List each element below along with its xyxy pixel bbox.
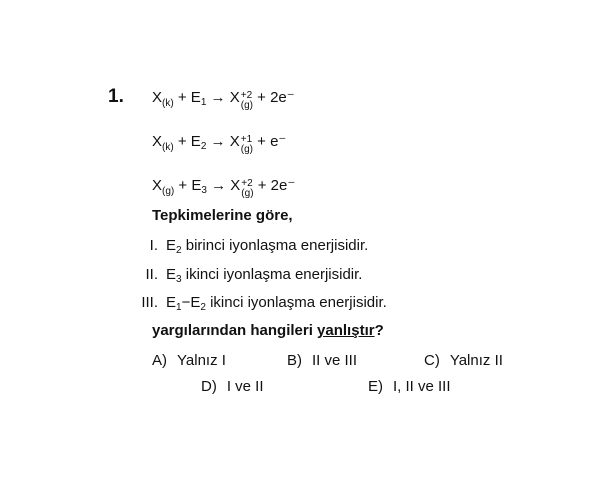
- plus-sign: +: [257, 177, 267, 194]
- statement-2: [132, 266, 362, 285]
- roman-numeral: III.: [141, 294, 158, 311]
- plus-sign: +: [177, 89, 187, 106]
- energy-index: 1: [176, 302, 182, 313]
- statement-text: ikinci iyonlaşma enerjisidir.: [181, 266, 363, 283]
- plus-sign: +: [178, 177, 188, 194]
- energy-index: 2: [200, 302, 206, 313]
- energy-index: 2: [200, 141, 207, 152]
- product: X: [229, 89, 240, 106]
- option-label: C): [424, 352, 440, 369]
- arrow: →: [210, 133, 226, 150]
- statement-3: [132, 294, 387, 313]
- energy-index: 1: [200, 97, 207, 108]
- charge: +2: [241, 178, 253, 189]
- reactant: X: [152, 177, 163, 194]
- plus-sign: +: [177, 133, 187, 150]
- product-state: (g): [240, 100, 253, 111]
- roman-numeral: II.: [145, 266, 158, 283]
- option-text: Yalnız II: [449, 352, 503, 369]
- option-text: I, II ve III: [393, 378, 451, 395]
- reactant-state: (k): [162, 98, 174, 109]
- question-stem: Tepkimelerine göre,: [152, 207, 293, 224]
- roman-numeral: I.: [149, 237, 158, 254]
- plus-sign: +: [257, 133, 266, 150]
- energy: E: [191, 177, 202, 194]
- plus-sign: +: [257, 89, 266, 106]
- energy-index: 3: [201, 185, 207, 196]
- equation-2: [152, 132, 286, 155]
- energy: E: [190, 89, 201, 106]
- question-prompt: [152, 322, 384, 339]
- charge: +2: [240, 90, 253, 101]
- energy: E: [166, 266, 177, 283]
- statement-text: ikinci iyonlaşma enerjisidir.: [205, 294, 387, 311]
- product-state: (g): [241, 188, 254, 199]
- equation-1: [152, 88, 295, 111]
- electrons: e⁻: [270, 133, 287, 150]
- option-e[interactable]: [368, 378, 451, 395]
- product: X: [229, 133, 240, 150]
- prompt-text: yargılarından hangileri: [152, 322, 318, 339]
- energy-minus: −E: [181, 294, 201, 311]
- reactant-state: (k): [162, 142, 174, 153]
- question-number: 1.: [108, 86, 124, 107]
- option-a[interactable]: [152, 352, 226, 369]
- prompt-mark: ?: [374, 322, 384, 339]
- reactant-state: (g): [162, 186, 175, 197]
- energy-index: 3: [176, 274, 182, 285]
- option-text: I ve II: [226, 378, 264, 395]
- option-text: II ve III: [312, 352, 358, 369]
- energy-index: 2: [176, 245, 182, 256]
- energy: E: [166, 294, 177, 311]
- option-b[interactable]: [287, 352, 357, 369]
- option-label: D): [201, 378, 217, 395]
- electrons: 2e⁻: [270, 177, 296, 194]
- statement-text: birinci iyonlaşma enerjisidir.: [181, 237, 369, 254]
- arrow: →: [210, 89, 226, 106]
- option-label: B): [287, 352, 302, 369]
- option-label: A): [152, 352, 167, 369]
- energy: E: [166, 237, 177, 254]
- option-text: Yalnız I: [177, 352, 226, 369]
- arrow: →: [211, 177, 227, 194]
- statement-1: [132, 237, 368, 256]
- product-state: (g): [240, 144, 253, 155]
- product: X: [230, 177, 241, 194]
- option-label: E): [368, 378, 383, 395]
- electrons: 2e⁻: [270, 89, 295, 106]
- charge: +1: [240, 134, 253, 145]
- reactant: X: [152, 89, 163, 106]
- option-d[interactable]: [201, 378, 264, 395]
- prompt-keyword: yanlıştır: [317, 322, 375, 339]
- option-c[interactable]: [424, 352, 503, 369]
- reactant: X: [152, 133, 163, 150]
- equation-3: [152, 176, 295, 199]
- energy: E: [190, 133, 201, 150]
